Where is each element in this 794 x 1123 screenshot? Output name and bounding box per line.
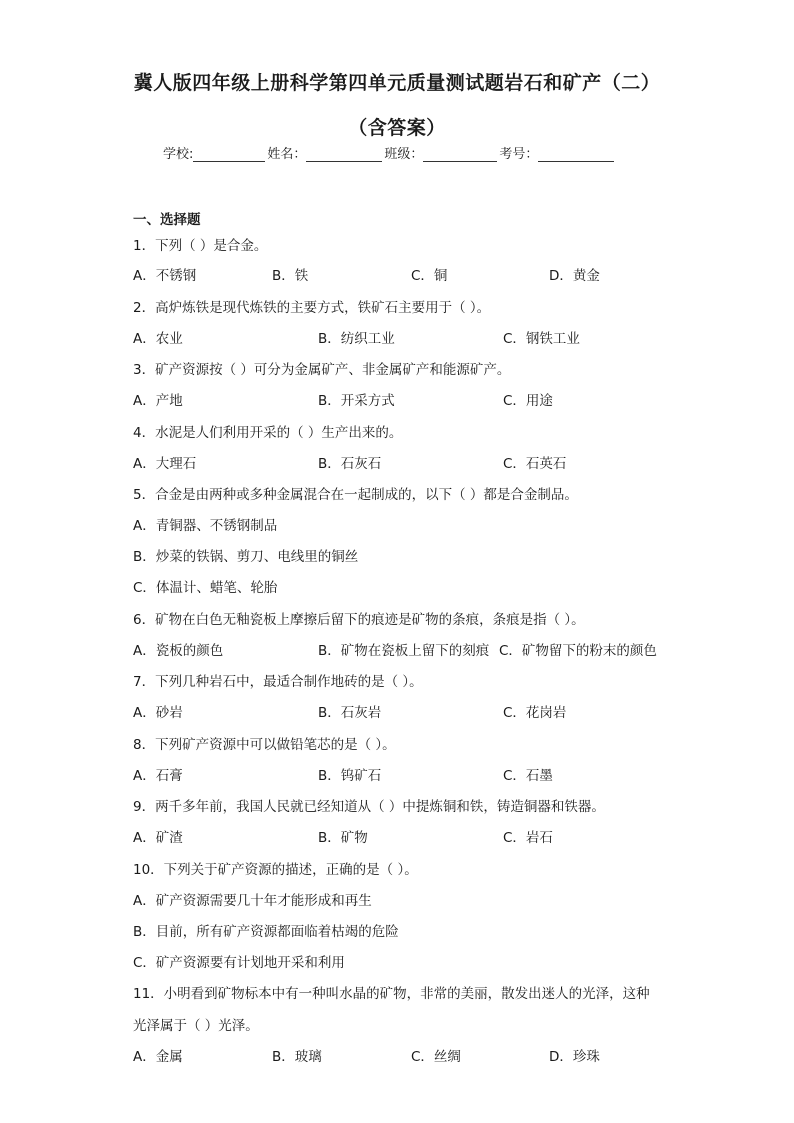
option-b[interactable]: B．钨矿石 xyxy=(318,768,382,784)
question-3: 3．矿产资源按（ ）可分为金属矿产、非金属矿产和能源矿产。 xyxy=(133,362,511,378)
option-c[interactable]: C．丝绸 xyxy=(411,1049,461,1065)
question-4-options xyxy=(133,452,693,472)
question-7: 7．下列几种岩石中，最适合制作地砖的是（ ）。 xyxy=(133,674,423,690)
option-a[interactable]: A．青铜器、不锈钢制品 xyxy=(133,518,278,534)
option-c[interactable]: C．石墨 xyxy=(503,768,553,784)
option-c[interactable]: C．体温计、蜡笔、轮胎 xyxy=(133,580,278,596)
option-b[interactable]: B．炒菜的铁锅、剪刀、电线里的铜丝 xyxy=(133,549,359,565)
option-b[interactable]: B．石灰岩 xyxy=(318,705,382,721)
option-a[interactable]: A．砂岩 xyxy=(133,705,183,721)
option-a[interactable]: A．石膏 xyxy=(133,768,183,784)
option-a[interactable]: A．瓷板的颜色 xyxy=(133,643,224,659)
option-c[interactable]: C．矿物留下的粉末的颜色 xyxy=(499,643,657,659)
class-label: 班级： xyxy=(384,147,424,162)
question-9-options xyxy=(133,826,693,846)
page-subtitle: （含答案） xyxy=(348,117,446,139)
option-b[interactable]: B．玻璃 xyxy=(272,1049,322,1065)
question-1: 1．下列（ ）是合金。 xyxy=(133,238,268,254)
option-a[interactable]: A．矿产资源需要几十年才能形成和再生 xyxy=(133,893,372,909)
student-info-row xyxy=(163,143,616,162)
question-11: 11．小明看到矿物标本中有一种叫水晶的矿物，非常的美丽，散发出迷人的光泽，这种 xyxy=(133,986,650,1002)
option-a[interactable]: A．不锈钢 xyxy=(133,268,197,284)
question-10: 10．下列关于矿产资源的描述，正确的是（ ）。 xyxy=(133,862,418,878)
option-b[interactable]: B．目前，所有矿产资源都面临着枯竭的危险 xyxy=(133,924,399,940)
exam-no-blank[interactable] xyxy=(538,147,614,162)
option-d[interactable]: D．珍珠 xyxy=(549,1049,600,1065)
option-b[interactable]: B．矿物 xyxy=(318,830,368,846)
option-a[interactable]: A．农业 xyxy=(133,331,183,347)
option-b[interactable]: B．矿物在瓷板上留下的刻痕 xyxy=(318,643,490,659)
option-a[interactable]: A．金属 xyxy=(133,1049,183,1065)
question-11-options xyxy=(133,1045,693,1065)
option-d[interactable]: D．黄金 xyxy=(549,268,600,284)
exam-no-label: 考号： xyxy=(499,147,539,162)
question-8-options xyxy=(133,764,693,784)
option-c[interactable]: C．花岗岩 xyxy=(503,705,567,721)
option-a[interactable]: A．大理石 xyxy=(133,456,197,472)
page-title: 冀人版四年级上册科学第四单元质量测试题岩石和矿产（二） xyxy=(133,72,661,94)
name-label: 姓名： xyxy=(267,147,307,162)
option-a[interactable]: A．矿渣 xyxy=(133,830,183,846)
question-6-options xyxy=(133,639,693,659)
option-c[interactable]: C．铜 xyxy=(411,268,448,284)
question-3-options xyxy=(133,389,693,409)
option-c[interactable]: C．矿产资源要有计划地开采和利用 xyxy=(133,955,345,971)
question-7-options xyxy=(133,701,693,721)
name-blank[interactable] xyxy=(306,147,382,162)
school-blank[interactable] xyxy=(193,147,265,162)
question-2: 2．高炉炼铁是现代炼铁的主要方式，铁矿石主要用于（ ）。 xyxy=(133,300,491,316)
option-b[interactable]: B．石灰石 xyxy=(318,456,382,472)
question-8: 8．下列矿产资源中可以做铅笔芯的是（ ）。 xyxy=(133,737,396,753)
option-c[interactable]: C．岩石 xyxy=(503,830,553,846)
option-a[interactable]: A．产地 xyxy=(133,393,183,409)
question-2-options xyxy=(133,327,693,347)
school-label: 学校: xyxy=(163,147,194,162)
option-b[interactable]: B．铁 xyxy=(272,268,309,284)
option-b[interactable]: B．纺织工业 xyxy=(318,331,395,347)
question-6: 6．矿物在白色无釉瓷板上摩擦后留下的痕迹是矿物的条痕，条痕是指（ ）。 xyxy=(133,612,585,628)
option-c[interactable]: C．钢铁工业 xyxy=(503,331,580,347)
question-4: 4．水泥是人们利用开采的（ ）生产出来的。 xyxy=(133,425,403,441)
option-c[interactable]: C．用途 xyxy=(503,393,553,409)
option-b[interactable]: B．开采方式 xyxy=(318,393,395,409)
question-11-continued: 光泽属于（ ）光泽。 xyxy=(133,1018,259,1034)
question-5: 5．合金是由两种或多种金属混合在一起制成的，以下（ ）都是合金制品。 xyxy=(133,487,578,503)
section-title: 一、选择题 xyxy=(133,212,201,228)
option-c[interactable]: C．石英石 xyxy=(503,456,567,472)
class-blank[interactable] xyxy=(423,147,497,162)
question-9: 9．两千多年前，我国人民就已经知道从（ ）中提炼铜和铁，铸造铜器和铁器。 xyxy=(133,799,605,815)
question-1-options xyxy=(133,264,693,284)
